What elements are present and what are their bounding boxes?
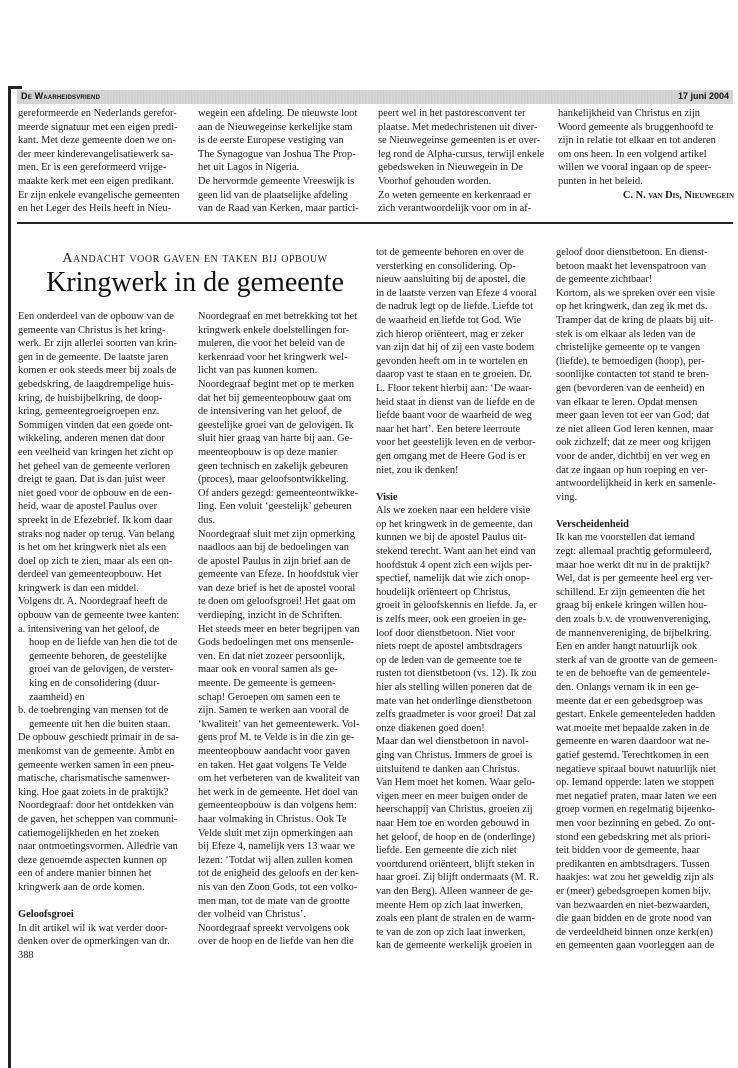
text-line: de waarheid en liefde tot God. Wie — [376, 314, 522, 326]
text-line: In dit artikel wil ik wat verder door- — [18, 922, 168, 934]
list-item-line: zaamheid) en — [29, 691, 85, 703]
text-line: het werk in de gemeente. Het doel van — [198, 786, 358, 798]
col1-body — [18, 731, 194, 894]
list-item-line: gemeente uit hen die buiten staan. — [29, 718, 171, 730]
text-line: ze niet alleen God leren kennen, maar — [556, 423, 714, 435]
text-line: geen lid van de plaatselijke afdeling — [198, 189, 348, 201]
text-line: maar hoe werkt dit nu in de praktijk? — [556, 559, 710, 571]
col3-visie-text — [376, 504, 554, 953]
text-line: dus. — [198, 514, 216, 526]
text-line: Noordegraaf en met betrekking tot het — [198, 311, 357, 322]
page-corner-rule — [8, 86, 22, 89]
text-line: kring, gemeentegroeigroepen enz. — [18, 406, 160, 418]
article-column-2 — [198, 310, 374, 949]
text-line: zegt: allemaal prachtig geformuleerd, — [556, 546, 712, 558]
text-line: teit bidden voor de gemeente, haar — [556, 845, 700, 857]
col4-verscheidenheid-text — [556, 531, 734, 952]
text-line: gestart. Enkele gemeenteleden hadden — [556, 709, 716, 721]
text-line: men voor bezinning en gebed. Zo ont- — [556, 817, 715, 829]
text-line: de mannenvereniging, de bijbelkring. — [556, 627, 712, 639]
text-line: ling. Een voluit ‘geestelijk’ gebeuren — [198, 501, 352, 513]
col2-text — [198, 310, 374, 949]
list-item-line: king en de consolidering (duur- — [29, 678, 160, 690]
text-line: Gods bedoelingen met ons mensenle- — [198, 637, 354, 649]
text-line: maar ook en vooral samen als ge- — [198, 664, 338, 676]
text-line: versterking en consolidering. Op- — [376, 260, 516, 272]
text-line: graag bij enkele kringen willen hou- — [556, 600, 707, 612]
article-column-3 — [376, 246, 554, 953]
text-line: gemeenteopbouw is dan volgens hem: — [198, 800, 357, 812]
top-column-4 — [558, 107, 734, 202]
running-header — [17, 90, 733, 104]
text-line: niets roept de apostel ambtsdragers — [376, 641, 523, 653]
text-line: om ons heen. In een volgend artikel — [558, 148, 707, 160]
text-line: opbouw van de gemeente twee kanten: — [18, 610, 180, 622]
text-line: wikkeling, anderen menen dat door — [18, 433, 165, 445]
text-line: licht van pas kunnen komen. — [198, 365, 318, 377]
text-line: sluit hier graag van harte bij aan. Ge- — [198, 433, 353, 445]
text-line: is zelfs meer, ook een groeien in ge- — [376, 614, 527, 626]
text-line: van zijn dat hij of zij een vaste bodem — [376, 342, 535, 354]
text-line: hier als stelling willen poneren dat de — [376, 682, 532, 693]
author-byline: C. N. van Dis, Nieuwegein — [622, 189, 734, 201]
text-line: Maar dan wel dienstbetoon in navol- — [376, 736, 529, 748]
top-column-1 — [18, 107, 194, 216]
top-column-3 — [378, 107, 554, 216]
list-item-line: groei van de gelovigen, de verster- — [29, 664, 174, 676]
text-line: Of anders gezegd: gemeenteontwikke- — [198, 487, 359, 499]
text-line: voor het geestelijk leven en de verbor- — [376, 437, 536, 449]
text-line: Kortom, als we spreken over een visie — [556, 287, 715, 299]
text-line: soonlijke contacten tot stand te bren- — [556, 369, 710, 381]
text-line: der meer kinderevangelisatiewerk sa- — [18, 148, 174, 160]
text-line: op de leden van de gemeente toe te — [376, 654, 522, 666]
col1-intro — [18, 310, 194, 623]
text-line: muleren, die voor het beleid van de — [198, 338, 345, 350]
col1-geloofsgroei-text — [18, 922, 194, 949]
two-sides-list — [18, 623, 194, 732]
text-line: Noordegraaf sluit met zijn opmerking — [198, 528, 355, 540]
text-line: naar Hem toe en worden gebouwd in — [376, 817, 530, 829]
list-item-line: hoop en de liefde van hen die tot de — [29, 637, 178, 649]
subhead-geloofsgroei: Geloofsgroei — [18, 909, 74, 921]
text-line: stek is om elkaar als leden van de — [556, 328, 696, 340]
text-line: De hervormde gemeente Vreeswijk is — [198, 175, 355, 187]
text-line: deze genoemde aspecten kunnen op — [18, 854, 167, 866]
text-line: Noordegraaf begint met op te merken — [198, 378, 355, 390]
article-column-1 — [18, 310, 194, 963]
text-line: ving. — [556, 491, 578, 503]
text-line: er (meer) gebedsgroepen komen bijv. — [556, 885, 711, 897]
text-line: en taken. Het gaat volgens Te Velde — [198, 759, 347, 771]
text-line: de nadruk legt op de liefde. Liefde tot — [376, 301, 533, 313]
text-line: groep vormen en regelmatig bijeenko- — [556, 804, 716, 816]
text-line: den zoals b.v. de vrouwenvereniging, — [556, 614, 711, 626]
text-line: werk. Er zijn allerlei soorten van krin- — [18, 338, 177, 350]
text-line: schap! Geroepen om samen een te — [198, 691, 341, 703]
text-line: is de eerste Europese vestiging van — [198, 135, 344, 147]
text-line: wat moeite met bepaalde zaken in de — [556, 722, 710, 734]
col4-text — [556, 246, 734, 504]
page-edge-rule — [8, 86, 11, 1068]
text-line: kant. Met deze gemeente doen we on- — [18, 135, 176, 147]
text-line: Er zijn enkele evangelische gemeenten — [18, 189, 180, 201]
text-line: liefde. Een gemeente die zich niet — [376, 845, 517, 857]
text-line: ‘kwaliteit’ van het gemeentewerk. Vol- — [198, 718, 360, 730]
text-line: voortdurend oriënteert, blijft steken in — [376, 858, 535, 870]
text-line: en gemeenten gaan voorleggen aan de — [556, 940, 715, 952]
list-item-line: a. intensivering van het geloof, de — [18, 623, 160, 635]
text-line: verdieping, inzicht in de Schriften. — [198, 610, 343, 622]
text-line: tot de gemeente behoren en over de — [376, 247, 524, 258]
text-line: sterk af van de grootte van de gemeen- — [556, 654, 718, 666]
text-line: kringwerk is dan een middel. — [18, 582, 139, 594]
text-line: naadloos aan bij de bedoelingen van — [198, 542, 349, 554]
text-line: nis van den Zoon Gods, tot een volko- — [198, 881, 358, 893]
text-line: L. Floor tekent hierbij aan: ‘De waar- — [376, 382, 532, 394]
text-line: nieuw aansluiting bij de apostel, die — [376, 274, 526, 286]
text-line: se Nieuwegeinse gemeenten is er over- — [378, 135, 541, 147]
text-line: Noordegraaf: door het ontdekken van — [18, 800, 174, 812]
text-line: denken over de opmerkingen van dr. — [18, 936, 170, 948]
text-line: zoals een plant de stralen en de warm- — [376, 913, 535, 925]
text-line: van den Berg). Alleen wanneer de ge- — [376, 885, 534, 897]
text-line: Volgens dr. A. Noordegraaf heeft de — [18, 596, 168, 608]
text-line: derdeel van gemeenteopbouw. Het — [18, 569, 162, 581]
text-line: ven. En dat niet zozeer persoonlijk, — [198, 650, 345, 662]
text-line: tot de enigheid des geloofs en der ken- — [198, 868, 359, 880]
text-line: op het kringwerk in de gemeente, dan — [376, 518, 533, 530]
text-line: te doen om geloofsgroei! Het gaat om — [198, 596, 356, 608]
issue-date: 17 juni 2004 — [677, 91, 729, 101]
text-line: gereformeerde en Nederlands gerefor- — [18, 108, 177, 119]
text-line: Velde sluit met zijn opmerkingen aan — [198, 827, 353, 839]
subhead-visie: Visie — [376, 491, 398, 503]
text-line: Tramper dat de kring de plaats bij uit- — [556, 314, 714, 326]
text-line: predikanten en ambtsdragers. Tussen — [556, 858, 710, 870]
text-line: Noordegraaf spreekt vervolgens ook — [198, 922, 350, 934]
text-line: haakjes: wat zou het geweldig zijn als — [556, 872, 714, 884]
text-line: dat het bij gemeenteopbouw gaat om — [198, 392, 352, 404]
text-line: gatief gestemd. Terechtkomen in een — [556, 749, 709, 761]
text-line: De opbouw geschiedt primair in de sa- — [18, 732, 180, 744]
text-line: meente dat er een gebedsgroep was — [556, 695, 703, 707]
text-line: meerde signatuur met een eigen predi- — [18, 121, 178, 133]
text-line: heid, waar de apostel Paulus over — [18, 501, 158, 513]
text-line: Woord gemeente als bruggenhoofd te — [558, 121, 714, 133]
text-line: gemeente en waren daardoor wat ne- — [556, 736, 710, 748]
text-line: de apostel Paulus in zijn brief aan de — [198, 555, 351, 567]
text-line: zich hierop oriënteert, mag er zeker — [376, 328, 524, 340]
text-line: aan de Nieuwegeinse kerkelijke stam — [198, 121, 353, 133]
section-divider — [17, 222, 733, 224]
text-line: niet, zou ik denken! — [376, 464, 459, 476]
text-line: van deze brief is het de apostel vooral — [198, 582, 356, 594]
text-line: christelijke gemeente op te vangen — [556, 342, 701, 354]
subhead-verscheidenheid: Verscheidenheid — [556, 518, 629, 530]
text-line: zich verantwoordelijk voor om in af- — [378, 203, 532, 215]
text-line: menkomst van de gemeente. Ambt en — [18, 746, 175, 757]
text-line: kerkenraad voor het kringwerk wel- — [198, 351, 348, 363]
text-line: Wel, dat is per gemeente heel erg ver- — [556, 573, 713, 585]
text-line: meenteopbouw is op deze manier — [198, 446, 338, 458]
text-line: uitsluitend te danken aan Christus. — [376, 763, 520, 775]
text-line: Sommigen vinden dat een goede ont- — [18, 419, 173, 431]
text-line: groeit in geloofskennis en liefde. Ja, er — [376, 600, 538, 612]
text-line: matische, charismatische samenwer- — [18, 773, 170, 785]
article-kicker: Aandacht voor gaven en taken bij opbouw — [62, 251, 328, 266]
text-line: hankelijkheid van Christus en zijn — [558, 108, 700, 119]
text-line: der volheid van Christus’. — [198, 909, 306, 921]
text-line: doel op zich te zien, maar als een on- — [18, 555, 173, 567]
text-line: spectief, namelijk dat wie zich onop- — [376, 573, 530, 585]
text-line: hoofdstuk 4 opent zich een wijds per- — [376, 559, 533, 571]
text-line: de gemeente zichtbaar! — [556, 274, 653, 286]
text-line: Het steeds meer en beter begrijpen van — [198, 623, 360, 635]
text-line: straks nog nader op terug. Van belang — [18, 528, 175, 540]
text-line: mate van het onderlinge dienstbetoon — [376, 695, 532, 707]
text-line: een veelheid van kringen het zicht op — [18, 446, 174, 458]
text-line: geestelijke groei van de gelovigen. Ik — [198, 419, 354, 431]
text-line: leg rond de Alpha-cursus, terwijl enkele — [378, 148, 545, 160]
text-line: Een onderdeel van de opbouw van de — [18, 311, 174, 322]
top-column-2 — [198, 107, 374, 216]
text-line: met negatief praten, maar laten we een — [556, 790, 717, 802]
top-column-4-text — [558, 107, 734, 189]
text-line: van bezwaarden en niet-bezwaarden, — [556, 899, 710, 911]
text-line: den. Onlangs vernam ik in een ge- — [556, 682, 699, 693]
text-line: dreigt te gaan. Dat is dan juist weer — [18, 474, 166, 486]
text-line: Als we zoeken naar een heldere visie — [376, 505, 531, 517]
text-line: loof door dienstbetoon. Niet voor — [376, 627, 515, 639]
text-line: negatieve spiraal bouwt natuurlijk niet — [556, 763, 716, 775]
text-line: ging van Christus. Immers de groei is — [376, 749, 533, 761]
text-line: Ik kan me voorstellen dat iemand — [556, 532, 695, 544]
text-line: meer gaan leven tot eer van God; dat — [556, 410, 710, 422]
text-line: over de hoop en de liefde van hen die — [198, 936, 354, 948]
text-line: gemeente van Christus is het kring- — [18, 324, 166, 336]
text-line: spreekt in de Efezebrief. Ik kom daar — [18, 514, 173, 526]
text-line: punten in het beleid. — [558, 175, 643, 187]
text-line: kringwerk aan de orde komen. — [18, 881, 145, 893]
text-line: die gaan bidden en de grote nood van — [556, 913, 712, 925]
text-line: (liefde), te bemoedigen (hoop), per- — [556, 355, 705, 367]
text-line: onze diakenen goed doen! — [376, 722, 485, 734]
text-line: men man, tot de mate van de grootte — [198, 895, 350, 907]
text-line: kunnen we bij de apostel Paulus uit- — [376, 532, 527, 544]
text-line: de verdeeldheid binnen onze kerk(en) — [556, 926, 713, 938]
text-line: op. Iemand opperde: laten we stoppen — [556, 777, 715, 789]
text-line: catiemogelijkheden en het zoeken — [18, 827, 160, 839]
text-line: gemeente van Efeze. In hoofdstuk vier — [198, 569, 359, 581]
text-line: gen in de gemeente. De laatste jaren — [18, 351, 169, 363]
text-line: Van Hem moet het komen. Waar gelo- — [376, 777, 536, 789]
text-line: (proces), maar geloofsontwikkeling. — [198, 474, 349, 486]
text-line: geloof door dienstbetoon. En dienst- — [556, 247, 708, 258]
text-line: Voorhof gehouden worden. — [378, 175, 492, 187]
text-line: de gaven, het scheppen van communi- — [18, 813, 178, 825]
text-line: heerschappij van Christus, groeien zij — [376, 804, 533, 816]
text-line: voor de ander, dichtbij en ver weg en — [556, 450, 711, 462]
list-item-line: b. de toebrenging van mensen tot de — [18, 705, 169, 717]
text-line: men. Er is een gereformeerd vrijge- — [18, 162, 167, 174]
text-line: gevonden heeft om in te wortelen en — [376, 355, 528, 367]
text-line: op het kringwerk, dan zeg ik met ds. — [556, 301, 708, 313]
text-line: is het om het kringwerk niet als een — [18, 542, 167, 554]
text-line: gebedskring, de laagdrempelige huis- — [18, 378, 174, 390]
text-line: haar volmaking in Christus. Ook Te — [198, 813, 347, 825]
text-line: te van de zon op zich laat inwerken, — [376, 926, 526, 938]
text-line: gen omgang met de Heere God is er — [376, 450, 526, 462]
text-line: gebedsweken in Nieuwegein in De — [378, 162, 523, 174]
text-line: kringwerk enkele doelstellingen for- — [198, 324, 350, 336]
text-line: komen er ook steeds meer bij zoals de — [18, 365, 177, 377]
text-line: en het Leger des Heils heeft in Nieu- — [18, 203, 172, 215]
text-line: peert wel in het pastoresconvent ter — [378, 108, 526, 119]
text-line: daarop vast te staan en te groeien. Dr. — [376, 369, 533, 381]
text-line: van elkaar te leren. Opdat mensen — [556, 396, 698, 408]
text-line: meente Hem op zich laat inwerken, — [376, 899, 524, 911]
text-line: kan de gemeente werkelijk groeien in — [376, 940, 533, 952]
text-line: dat ze ingaan op hun roeping en ver- — [556, 464, 708, 476]
publication-name: De Waarheidsvriend — [21, 91, 101, 101]
text-line: wegein een afdeling. De nieuwste loot — [198, 108, 358, 119]
text-line: houdelijk oriënteert op Christus, — [376, 586, 511, 598]
text-line: gens prof M. te Velde is in die zin ge- — [198, 732, 355, 744]
text-line: zelfs graadmeter is voor groei! Dat zal — [376, 709, 536, 721]
text-line: meenteopbouw aandacht voor gaven — [198, 746, 351, 757]
text-line: in de laatste verzen van Efeze 4 vooral — [376, 287, 537, 299]
text-line: betoon maakt het levenspatroon van — [556, 260, 707, 272]
text-line: gemeente werken samen in een pneu- — [18, 759, 175, 771]
text-line: stekend terecht. Want aan het eind van — [376, 546, 536, 558]
text-line: heid staat in dienst van de liefde en de — [376, 396, 535, 408]
text-line: Een en ander hangt natuurlijk ook — [556, 641, 698, 653]
text-line: zijn in relatie tot elkaar en tot anderen — [558, 135, 716, 147]
text-line: niet goed voor de opbouw en de een- — [18, 487, 172, 499]
text-line: rusten tot dienstbetoon (vs. 12). Ik zou — [376, 668, 537, 680]
article-title: Kringwerk in de gemeente — [46, 267, 344, 298]
text-line: zijn. Samen te werken aan vooral de — [198, 705, 349, 717]
text-line: schillend. Er zijn gemeenten die het — [556, 586, 705, 598]
text-line: het geloof, de hoop en de (onderlinge) — [376, 831, 535, 843]
col3-text — [376, 246, 554, 477]
text-line: naar ontmoetingsvormen. Alledrie van — [18, 841, 178, 853]
text-line: het geheel van de gemeente verloren — [18, 460, 171, 472]
text-line: geen technisch en zakelijk gebeuren — [198, 460, 349, 472]
text-line: vigen meer en meer buigen onder de — [376, 790, 528, 802]
text-line: antwoordelijkheid in kerk en samenle- — [556, 478, 716, 490]
page-number: 388 — [18, 949, 34, 961]
text-line: The Synagogue van Joshua The Prop- — [198, 148, 356, 160]
text-line: een of andere manier binnen het — [18, 868, 152, 880]
text-line: plaatse. Met medechristenen uit diver- — [378, 121, 538, 133]
text-line: liefde baant voor de waarheid de weg — [376, 410, 532, 422]
text-line: de intensivering van het geloof, de — [198, 406, 342, 418]
text-line: gen (bevorderen van de eenheid) en — [556, 382, 705, 394]
text-line: van de Raad van Kerken, maar partici- — [198, 203, 359, 215]
text-line: Zo weten gemeente en kerkenraad er — [378, 189, 532, 201]
list-item-line: gemeente behoren, de geestelijke — [29, 650, 167, 662]
text-line: naar het hart’. Een betere leerroute — [376, 423, 521, 435]
text-line: stond een gebedskring met als priori- — [556, 831, 711, 843]
text-line: om het verbeteren van de kwaliteit van — [198, 773, 360, 785]
text-line: haar groei. Zij blijft ondermaats (M. R. — [376, 872, 539, 884]
text-line: het uit Lagos in Nigeria. — [198, 162, 300, 174]
text-line: kring, de huisbijbelkring, de doop- — [18, 392, 163, 404]
text-line: bij Efeze 4, namelijk vers 13 waar we — [198, 841, 355, 853]
text-line: meente. De gemeente is gemeen- — [198, 678, 336, 690]
article-column-4 — [556, 246, 734, 953]
text-line: ook zichzelf; dat ze meer oog krijgen — [556, 437, 711, 449]
text-line: willen we vooral ingaan op de speer- — [558, 162, 712, 174]
text-line: lezen: ‘Totdat wij allen zullen komen — [198, 854, 353, 866]
text-line: te en de behoefte van de gemeentele- — [556, 668, 711, 680]
text-line: maakte kerk met een eigen predikant. — [18, 175, 174, 187]
text-line: king. Hoe gaat zoiets in de praktijk? — [18, 786, 169, 798]
